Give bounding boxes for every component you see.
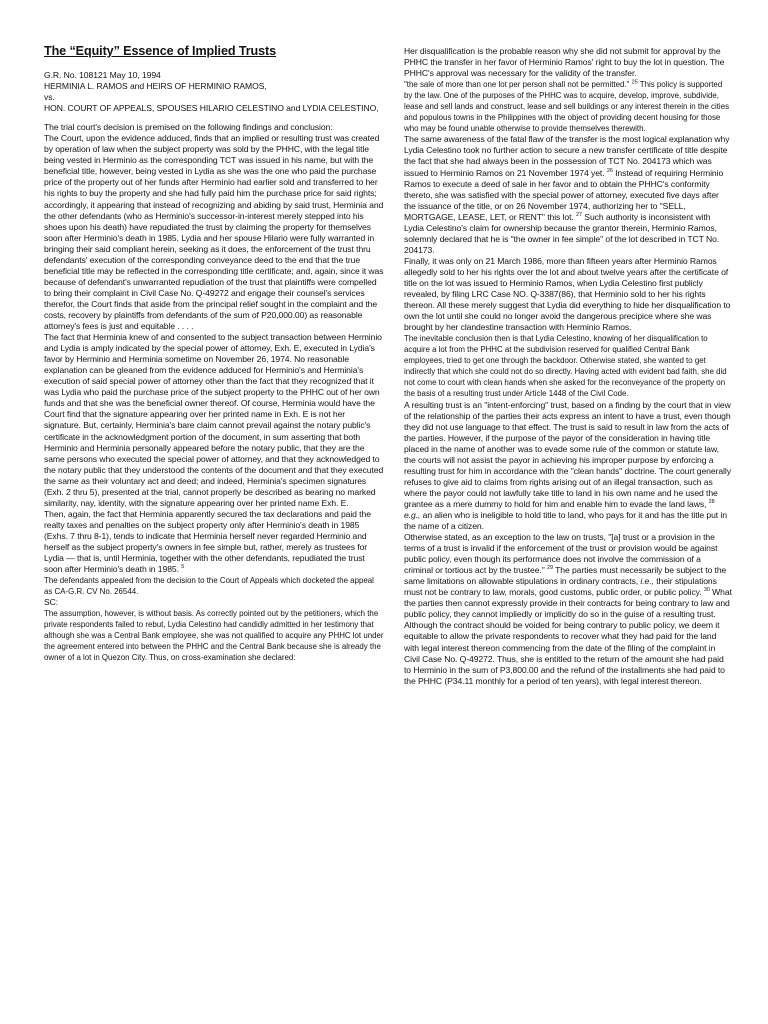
eg-abbrev: e.g., — [404, 509, 421, 520]
appeal-paragraph: The defendants appealed from the decision to the Court of Appeals which docketed the appeal as CA-G.R. CV No. 26544. — [44, 576, 374, 597]
equitable-recovery-paragraph: Although the contract should be voided for being contrary to public policy, we deem it equitable to allow the private respondents to recover what they had paid for the land with legal interest thereon commencing from the date of the filing of the complaint in Civil Case No. Q-49272. Thus, she is entitled to the return of the amount she had paid to Herminio in the sum of P3,800.00 and the refund of the installments she had paid to the PHHC (P34.11 monthly for a period of ten years), with legal interest thereon. — [404, 620, 725, 686]
resulting-trust-text-a: A resulting trust is an "intent-enforcing" trust, based on a finding by the court that in view of the relationship of the parties their acts express an intent to have a trust, even though they did not use language to that effect. The trust is said to result in law from the acts of the parties. However, if the purpose of the payor of the consideration in having title placed in the name of another was to evade some rule of the common or statute law, the courts will not assist the payor in achieving his improper purpose by enforcing a resulting trust for him in accordance with the "clean hands" doctrine. The court generally refuses to give aid to claims from rights arising out of an illegal transaction, such as where the payor could not lawfully take title to land in his own name and he used the grantee as a mere dummy to hold for him and enable him to evade the land laws, — [404, 399, 731, 509]
awareness-text-b: Instead of requiring Herminio Ramos to execute a deed of sale in her favor and to obtain the PHHC's conformity thereto, she was satisfied with the special power of attorney, executed five days after the issuance of the title, or on 26 November 1974, authorizing her to "SELL, MORTGAGE, LEASE, LET, or RENT" this lot. — [404, 167, 724, 222]
case-number: G.R. No. 108121 May 10, 1994 — [44, 70, 161, 80]
footnote-ref: 5 — [181, 564, 185, 571]
left-column — [44, 70, 384, 663]
exception-text-b: The parties must necessarily be subject to the same limitations on allowable stipulations in ordinary contracts, — [404, 565, 727, 587]
conclusion-paragraph: The inevitable conclusion then is that Lydia Celestino, knowing of her disqualification to acquire a lot from the PHHC at the subdivision reserved for qualified Central Bank employees, tried to get one through the backdoor. Otherwise stated, she wanted to get indirectly that which she could not do so directly. Having acted with evident bad faith, she did not come to court with clean hands when she asked for the reconveyance of the property on the basis of a resulting trust under Article 1448 of the Civil Code. — [404, 334, 727, 399]
exception-paragraph — [404, 532, 732, 620]
document-title: The “Equity” Essence of Implied Trusts — [44, 44, 277, 58]
exception-text-a: Otherwise stated, as an exception to the law on trusts, "[a] trust or a provision in the terms of a trust is invalid if the enforcement of the trust or provision would be against public policy, even though its performance does not involve the commission of a criminal or tortious act by the trustee." — [404, 532, 718, 576]
versus: vs. — [44, 92, 55, 103]
awareness-paragraph — [404, 134, 732, 256]
policy-quote: "the sale of more than one lot per person shall not be permitted." — [404, 80, 630, 90]
trial-court-findings: The Court, upon the evidence adduced, finds that an implied or resulting trust was created by operation of law when the subject property was sold by the PHHC, with the legal title being vested in Herminio as the corresponding TCT was issued in his name, but with the beneficial title, however, being vested in Lydia as she was the one who paid the purchase price of the property out of her funds after Herminio had earlier sold and transferred to her his rights to buy the property and she had fully paid him the purchase price for said rights; accordingly, it appearing that instead of recognizing and abiding by said trust, Herminia and the other defendants (who as Herminio's successor-in-interest merely stepped into his shoes upon his death) have repudiated the trust by claiming the property for themselves soon after Herminio's death in 1985, Lydia and her spouse Hilario were fully warranted in bringing their said compliant herein, seeking as it does, the enforcement of the trust thru defendants' execution of the corresponding conveyance deed to the end that the true beneficial title may be reflected in the corresponding title certificate; and, again, since it was because of defendant's unwarranted repudiation of the trust that plaintiffs were compelled to bring their complaint in Civil Case No. Q-49272 and engage their counsel's services therefor, the Court finds that aside from the principal relief sought in the complaint and the costs, recovery by plaintiffs from defendants of the sum of P20,000.00) as reasonable attorney's fees is just and equitable . . . . — [44, 133, 384, 332]
footnote-ref: 28 — [708, 499, 715, 506]
tax-declaration-text: Then, again, the fact that Herminia apparently secured the tax declarations and paid the realty taxes and penalties on the subject property only after Herminio's death in 1985 (Exhs. 7 thru 8-1), tends to indicate that Herminia herself never regarded Herminio and herself as the subject property's owners in fee simple but, rather, merely as trustees for Lydia — that is, until Herminia, together with the other defendants, repudiated the trust soon after Herminio's death in 1985. — [44, 508, 371, 575]
policy-text: This policy is supported by the law. One of the purposes of the PHHC was to acquire, develop, improve, subdivide, lease and sell lands and construct, lease and sell buildings or any interest therein in the cities and populous towns in the Philippines with the object of providing decent housing for those who may be found unable otherwise to provide themselves therewith. — [404, 80, 730, 134]
right-column — [404, 46, 732, 687]
awareness-text-c: Such authority is inconsistent with Lydia Celestino's claim for ownership because the grantor therein, Herminio Ramos, solemnly declared that he is "the owner in fee simple" of the lot described in TCT No. 204173. — [404, 211, 720, 255]
footnote-ref: 30 — [703, 587, 710, 594]
footnote-ref: 25 — [631, 79, 638, 86]
footnote-ref: 27 — [576, 211, 582, 218]
exception-text-d: What the parties then cannot expressly provide in their contracts for being contrary to law and public policy, they cannot impliedly or implicitly do so in the guise of a resulting trust. — [404, 587, 732, 620]
finally-paragraph: Finally, it was only on 21 March 1986, more than fifteen years after Herminio Ramos allegedly sold to her his rights over the lot and about twelve years after the certificate of title on the lot was issued to Herminio Ramos, when Lydia Celestino first publicly revealed, by filing LRC Case NO. Q-3387(86), that Herminio sold to her his rights thereon. All these merely suggest that Lydia did everything to hide her disqualification to own the lot until she could no longer avoid the dangerous precipice where she was brought by her clandestine transaction with Herminio Ramos. — [404, 255, 731, 333]
resulting-trust-paragraph — [404, 400, 732, 533]
intro-paragraph: The trial court's decision is premised on the following findings and conclusion: — [44, 122, 333, 133]
resulting-trust-text-b: an alien who is ineligible to hold title to land, who pays for it and has the title put in the name of a citizen. — [404, 509, 727, 532]
policy-paragraph — [404, 79, 732, 134]
consent-paragraph: The fact that Herminia knew of and consented to the subject transaction between Herminio and Lydia is amply indicated by the special power of attorney, Exh. E, executed in Lydia's favor by Herminio and Herminia sometime on November 26, 1974. No reasonable explanation can be gleaned from the evidence adduced for Herminio's and Herminia's execution of said special power of attorney other than the fact that they recognized that it was Lydia who paid the purchase price of the subject property to the PHHC out of her own funds and that she was the beneficial owner thereof. Of course, Herminia would have the Court find that the signature appearing over her printed name in Exh. E is not her signature. But, certainly, Herminia's bare claim cannot prevail against the notary public's certificate in the acknowledgment portion of the document, in sum asserting that both Herminio and Herminia personally appeared before the notary public, that they are the same persons who executed the special power of attorney, and that they acknowledged to the notary public that they understood the contents of the document and that they executed the same as their voluntary act and deed; and indeed, Herminia's specimen signatures (Exh. 2 thru 5), presented at the trial, cannot properly be described as bearing no marked similarity, nay, identity, with the signature appearing over her printed name Exh. E. — [44, 332, 384, 508]
petitioners: HERMINIA L. RAMOS and HEIRS OF HERMINIO RAMOS, — [44, 81, 267, 92]
tax-declaration-paragraph — [44, 509, 384, 575]
awareness-text-a: The same awareness of the fatal flaw of the transfer is the most logical explanation why Lydia Celestino took no further action to secure a new transfer certificate of title despite the fact that she had always been in the possession of TCT No. 204173 which was issued to Herminio Ramos on 21 November 1974 yet. — [404, 134, 730, 178]
exception-text-c: their stipulations must not be contrary to law, morals, good customs, public order, or public policy. — [404, 576, 717, 598]
sc-label: SC: — [44, 597, 59, 608]
ie-abbrev: i.e., — [640, 576, 654, 587]
footnote-ref: 29 — [546, 565, 553, 572]
respondents: HON. COURT OF APPEALS, SPOUSES HILARIO CELESTINO and LYDIA CELESTINO, — [44, 103, 379, 114]
disqualification-paragraph: Her disqualification is the probable reason why she did not submit for approval by the PHHC the transfer in her favor of Herminio Ramos' right to buy the lot in question. The PHHC's approval was necessary for the validity of the transfer. — [404, 46, 725, 79]
sc-assumption-paragraph: The assumption, however, is without basis. As correctly pointed out by the petitioners, which the private respondents failed to rebut, Lydia Celestino had candidly admitted in her testimony that although she was a Central Bank employee, she was not qualified to acquire any PHHC lot under the agreement entered into between the PHHC and the Central Bank because she is already the owner of a lot in Quezon City. Thus, on cross-examination she declared: — [44, 609, 384, 663]
footnote-ref: 26 — [606, 167, 613, 174]
